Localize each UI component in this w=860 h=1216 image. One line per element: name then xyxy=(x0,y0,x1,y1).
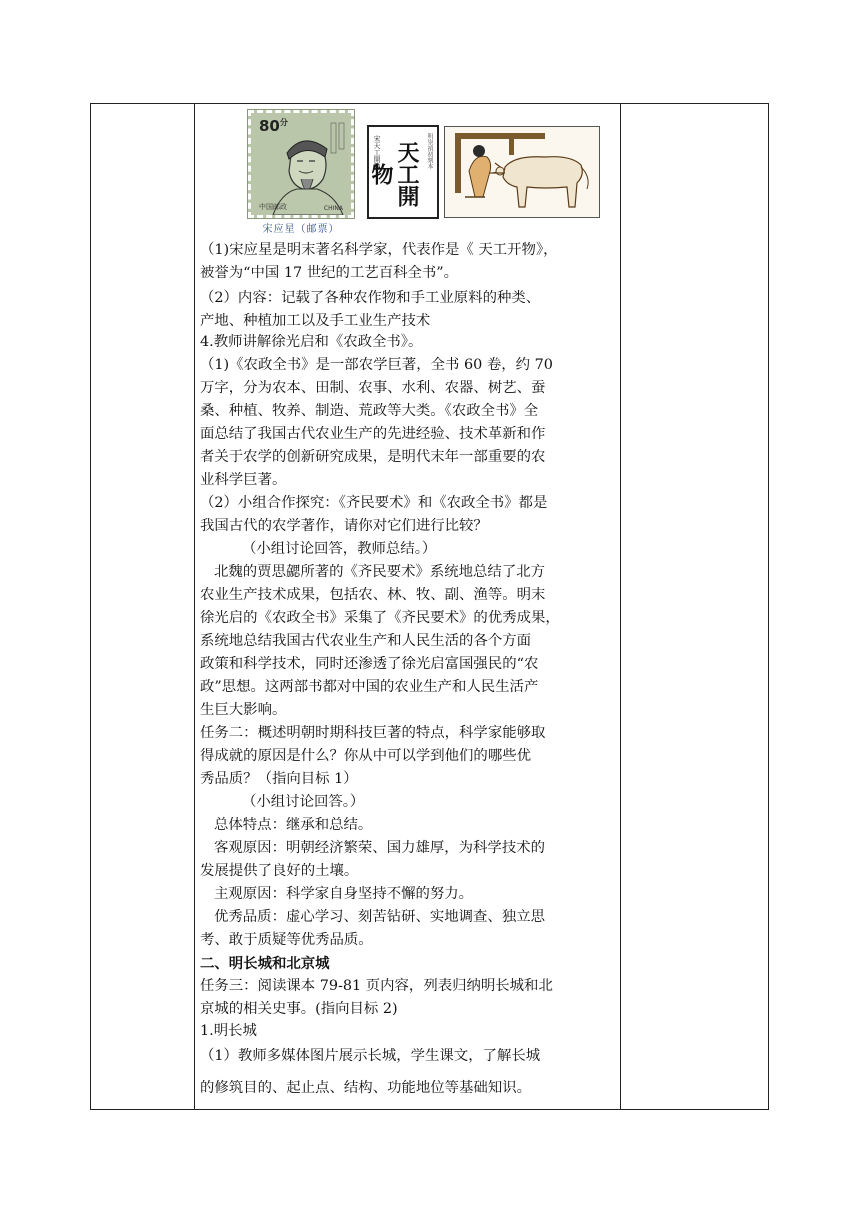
stamp-caption: 宋应星（邮票） xyxy=(262,224,340,235)
column-divider xyxy=(620,103,621,1110)
text-line: 1.明长城 xyxy=(200,1023,257,1039)
cover-title: 天工開物 xyxy=(368,141,420,207)
text-line: 桑、种植、牧养、制造、荒政等大类。《农政全书》全 xyxy=(200,403,539,419)
text-line: 优秀品质：虚心学习、刻苦钻研、实地调查、独立思 xyxy=(214,909,545,925)
text-line: （1）教师多媒体图片展示长城，学生课文，了解长城 xyxy=(200,1048,541,1064)
ox-plough-illustration xyxy=(444,126,600,218)
text-line: （1)《农政全书》是一部农学巨著，全书 60 卷，约 70 xyxy=(200,357,553,373)
text-line: 系统地总结我国古代农业生产和人民生活的各个方面 xyxy=(200,633,531,649)
section-heading: 二、明长城和北京城 xyxy=(200,955,330,972)
text-line: 产地、种植加工以及手工业生产技术 xyxy=(200,313,431,329)
cover-right-text: 明崇禎初刻本 xyxy=(426,133,433,169)
text-line: 得成就的原因是什么？你从中可以学到他们的哪些优 xyxy=(200,748,531,764)
text-line: 徐光启的《农政全书》采集了《齐民要术》的优秀成果， xyxy=(200,610,560,626)
text-line: （2）内容：记载了各种农作物和手工业原料的种类、 xyxy=(200,290,541,306)
text-line: 者关于农学的创新研究成果，是明代末年一部重要的农 xyxy=(200,449,546,465)
text-line: 总体特点：继承和总结。 xyxy=(214,817,373,833)
text-line: 政”思想。这两部书都对中国的农业生产和人民生活产 xyxy=(200,679,539,695)
cover-left-text: 宋天工開物 xyxy=(373,135,381,170)
text-line: 业科学巨著。 xyxy=(200,472,287,488)
column-divider xyxy=(194,103,195,1110)
song-yingxing-stamp xyxy=(248,110,354,234)
text-line: （1)宋应星是明末著名科学家，代表作是《 天工开物》， xyxy=(200,242,558,258)
text-line: 农业生产技术成果，包括农、林、牧、副、渔等。明末 xyxy=(200,587,546,603)
text-line: 客观原因：明朝经济繁荣、国力雄厚，为科学技术的 xyxy=(214,840,545,856)
text-line: 万字，分为农本、田制、农事、水利、农器、树艺、蚕 xyxy=(200,380,546,396)
text-line: （小组讨论回答，教师总结。） xyxy=(242,541,437,557)
text-line: 生巨大影响。 xyxy=(200,702,287,718)
text-line: 任务三：阅读课本 79-81 页内容，列表归纳明长城和北 xyxy=(200,978,553,994)
stamp-image xyxy=(248,110,354,218)
text-line: 北魏的贾思勰所著的《齐民要术》系统地总结了北方 xyxy=(214,564,545,580)
stamp-country-label: CHINA xyxy=(323,205,343,212)
text-line: 面总结了我国古代农业生产的先进经验、技术革新和作 xyxy=(200,426,546,442)
text-line: 秀品质？（指向目标 1） xyxy=(200,771,358,787)
text-line: 京城的相关史事。(指向目标 2) xyxy=(200,1001,398,1017)
text-line: 4.教师讲解徐光启和《农政全书》。 xyxy=(200,334,423,350)
text-line: （小组讨论回答。） xyxy=(242,794,365,810)
stamp-post-label: 中国邮政 xyxy=(259,203,287,211)
text-line: 发展提供了良好的土壤。 xyxy=(200,863,359,879)
text-line: 我国古代的农学著作，请你对它们进行比较？ xyxy=(200,518,488,534)
stamp-denomination: 80 xyxy=(259,117,280,135)
text-line: 的修筑目的、起止点、结构、功能地位等基础知识。 xyxy=(200,1080,531,1096)
text-line: （2）小组合作探究：《齐民要术》和《农政全书》都是 xyxy=(200,495,548,511)
stamp-denomination-unit: 分 xyxy=(279,118,288,127)
text-line: 政策和科学技术，同时还渗透了徐光启富国强民的“农 xyxy=(200,656,539,672)
text-line: 任务二：概述明朝时期科技巨著的特点，科学家能够取 xyxy=(200,725,546,741)
tiangong-kaiwu-cover xyxy=(367,125,439,219)
ox-plough-icon xyxy=(445,127,599,217)
text-line: 考、敢于质疑等优秀品质。 xyxy=(200,932,373,948)
text-line: 主观原因：科学家自身坚持不懈的努力。 xyxy=(214,886,474,902)
text-line: 被誉为“中国 17 世纪的工艺百科全书”。 xyxy=(200,265,459,281)
